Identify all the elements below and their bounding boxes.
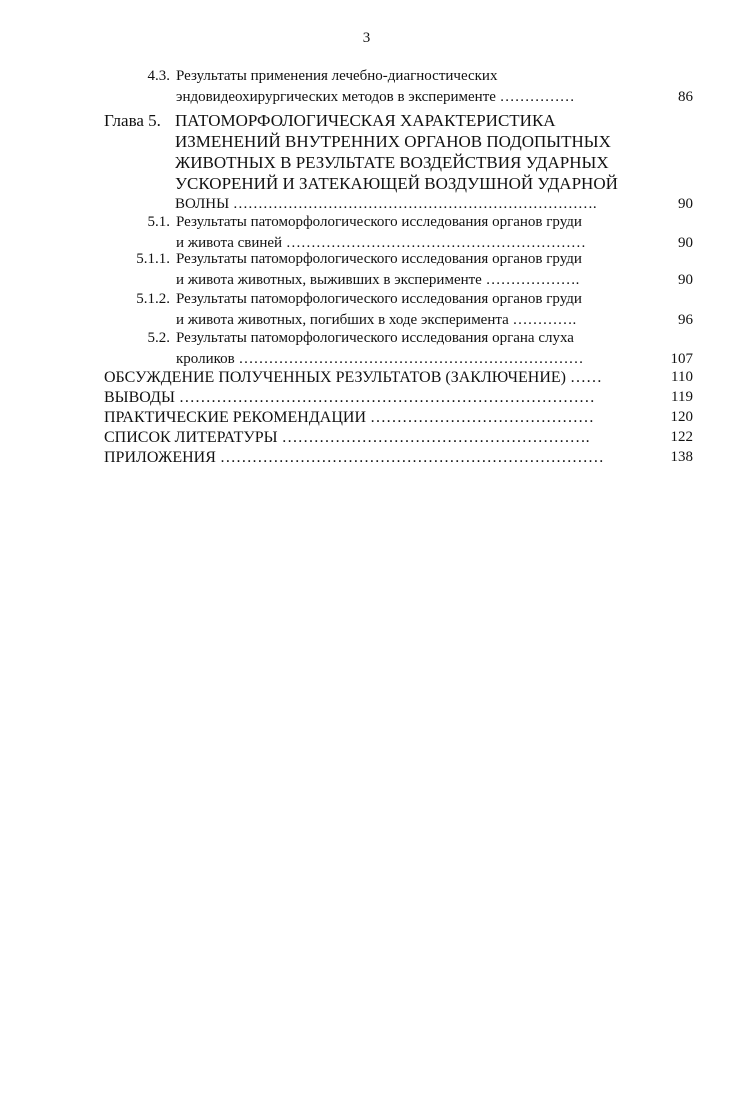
toc-entry-label: Глава 5. xyxy=(104,111,161,130)
toc-entry-label: 5.1. xyxy=(147,214,170,230)
table-of-contents xyxy=(0,66,733,466)
toc-entry-text xyxy=(176,212,652,253)
toc-entry-page: 138 xyxy=(670,449,693,465)
toc-entry-line: и живота животных, погибших в ходе эксперимента …………. xyxy=(176,311,577,328)
toc-entry-line: ВОЛНЫ ………………………………………………………………. xyxy=(175,196,597,212)
toc-entry-references xyxy=(0,428,733,448)
toc-entry-line: ЖИВОТНЫХ В РЕЗУЛЬТАТЕ ВОЗДЕЙСТВИЯ УДАРНЫХ xyxy=(175,153,609,172)
toc-entry-line: ПРАКТИЧЕСКИЕ РЕКОМЕНДАЦИИ …………………………………… xyxy=(104,409,594,426)
toc-entry-text xyxy=(176,66,652,107)
toc-entry-5-1 xyxy=(0,212,733,253)
toc-entry-page: 86 xyxy=(678,88,693,105)
toc-entry-line: Результаты патоморфологического исследования органов груди xyxy=(176,214,582,230)
toc-entry-5-1-1 xyxy=(0,249,733,290)
toc-entry-page: 90 xyxy=(678,196,693,212)
toc-entry-line: ПАТОМОРФОЛОГИЧЕСКАЯ ХАРАКТЕРИСТИКА xyxy=(175,111,556,130)
toc-entry-label: 5.1.2. xyxy=(136,291,170,307)
toc-entry-4-3 xyxy=(0,66,733,107)
toc-entry-line: эндовидеохирургических методов в эксперименте …………… xyxy=(176,88,575,105)
toc-entry-line: Результаты применения лечебно-диагностических xyxy=(176,68,498,84)
toc-entry-page: 122 xyxy=(670,429,693,445)
toc-entry-line: Результаты патоморфологического исследования органа слуха xyxy=(176,330,574,346)
toc-entry-text xyxy=(176,328,652,369)
toc-entry-appendices xyxy=(0,448,733,468)
toc-entry-page: 120 xyxy=(670,409,693,425)
toc-entry-text xyxy=(104,368,652,388)
toc-entry-line: ПРИЛОЖЕНИЯ ……………………………………………………………… xyxy=(104,449,604,466)
toc-entry-page: 107 xyxy=(670,350,693,367)
toc-entry-line: Результаты патоморфологического исследования органов груди xyxy=(176,291,582,307)
toc-entry-label: 4.3. xyxy=(147,68,170,84)
toc-entry-page: 96 xyxy=(678,311,693,328)
toc-entry-chapter-5 xyxy=(0,110,733,215)
toc-entry-page: 90 xyxy=(678,234,693,251)
toc-entry-5-2 xyxy=(0,328,733,369)
toc-entry-label: 5.2. xyxy=(147,330,170,346)
toc-entry-page: 119 xyxy=(671,389,693,405)
toc-entry-line: кроликов …………………………………………………………… xyxy=(176,350,584,367)
toc-entry-text xyxy=(176,249,652,290)
toc-entry-5-1-2 xyxy=(0,289,733,330)
toc-entry-discussion xyxy=(0,368,733,388)
toc-entry-text xyxy=(176,289,652,330)
toc-entry-line: ИЗМЕНЕНИЙ ВНУТРЕННИХ ОРГАНОВ ПОДОПЫТНЫХ xyxy=(175,132,611,151)
toc-entry-line: ОБСУЖДЕНИЕ ПОЛУЧЕННЫХ РЕЗУЛЬТАТОВ (ЗАКЛЮЧЕНИЕ) …… xyxy=(104,369,603,386)
toc-entry-line: УСКОРЕНИЙ И ЗАТЕКАЮЩЕЙ ВОЗДУШНОЙ УДАРНОЙ xyxy=(175,174,618,193)
toc-entry-line: и живота животных, выживших в эксперименте ………………. xyxy=(176,271,580,288)
toc-entry-text xyxy=(104,408,652,428)
toc-entry-text xyxy=(175,110,653,215)
toc-entry-page: 90 xyxy=(678,271,693,288)
toc-entry-recommendations xyxy=(0,408,733,428)
toc-entry-text xyxy=(104,448,652,468)
toc-entry-text xyxy=(104,428,652,448)
toc-entry-page: 110 xyxy=(671,369,693,385)
toc-entry-line: СПИСОК ЛИТЕРАТУРЫ …………………………………………………. xyxy=(104,429,590,446)
toc-entry-text xyxy=(104,388,652,408)
toc-entry-label: 5.1.1. xyxy=(136,251,170,267)
toc-entry-line: Результаты патоморфологического исследования органов груди xyxy=(176,251,582,267)
page-number: 3 xyxy=(362,30,371,46)
toc-entry-line: и живота свиней …………………………………………………… xyxy=(176,234,586,251)
toc-entry-line: ВЫВОДЫ …………………………………………………………………… xyxy=(104,389,595,406)
toc-entry-conclusions xyxy=(0,388,733,408)
